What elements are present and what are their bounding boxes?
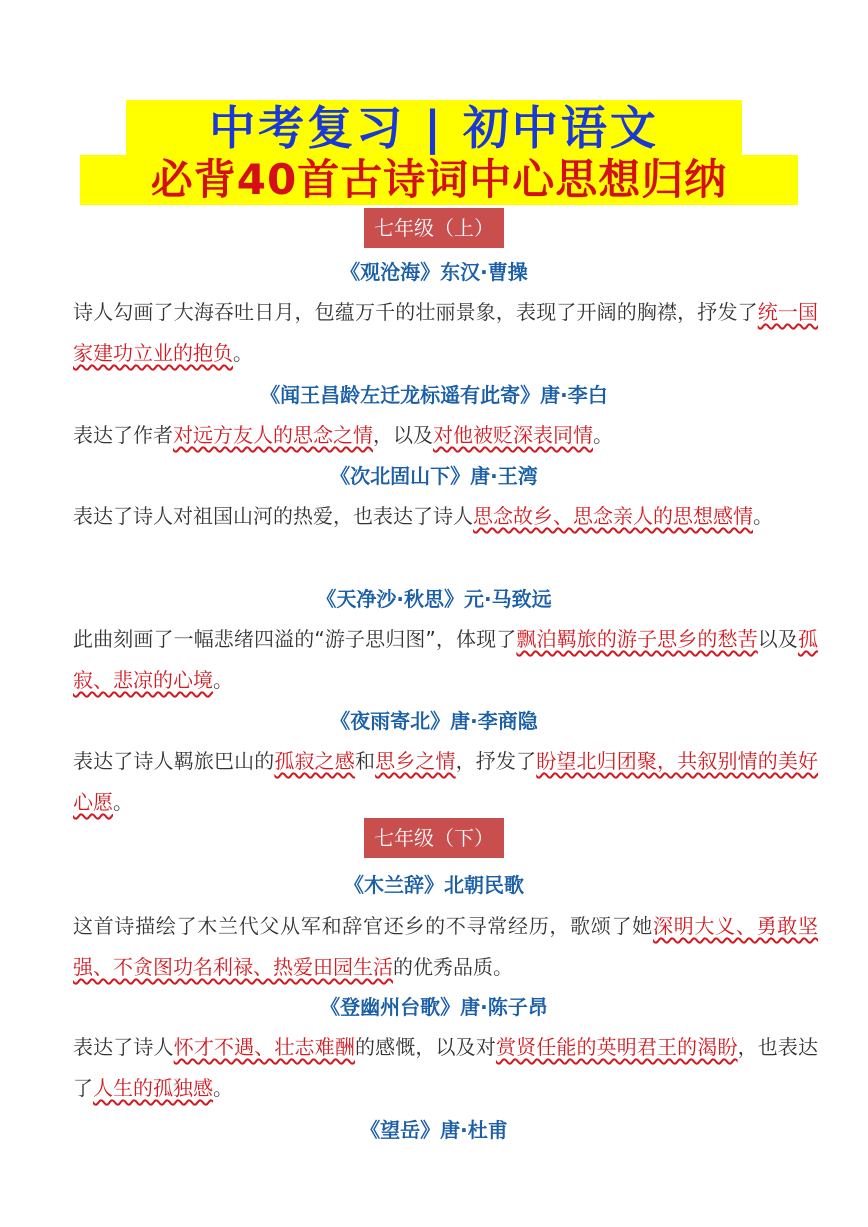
poem-title: 《夜雨寄北》唐·李商隐	[330, 709, 538, 733]
poem-summary	[73, 1027, 818, 1109]
poem-title: 《闻王昌龄左迁龙标遥有此寄》唐·李白	[260, 383, 608, 407]
summary-text: 以及	[757, 627, 798, 651]
summary-text: 表达了诗人对祖国山河的热爱，也表达了诗人	[73, 504, 473, 528]
grade-badge-7b: 七年级（下）	[364, 818, 504, 858]
page-title-line2: 必背40首古诗词中心思想归纳	[80, 155, 798, 205]
poem-summary	[73, 292, 818, 374]
poem-title: 《登幽州台歌》唐·陈子昂	[320, 995, 548, 1019]
page-title-line1: 中考复习 | 初中语文	[126, 100, 742, 156]
poem-title: 《观沧海》东汉·曹操	[340, 260, 528, 284]
poem-title: 《天净沙·秋思》元·马致远	[316, 587, 552, 611]
highlight-text: 孤寂、悲凉的心境	[73, 627, 818, 692]
summary-text: 。	[113, 790, 133, 814]
highlight-text: 孤寂之感	[274, 749, 355, 773]
summary-text: 表达了诗人羁旅巴山的	[73, 749, 275, 773]
highlight-text: 人生的孤独感	[93, 1076, 213, 1100]
summary-text: 表达了作者	[73, 423, 173, 447]
highlight-text: 对远方友人的思念之情	[173, 423, 373, 447]
poem-title: 《望岳》唐·杜甫	[360, 1118, 508, 1142]
highlight-text: 思念故乡、思念亲人的思想感情	[473, 504, 753, 528]
poem-summary	[73, 496, 818, 537]
summary-text: 。	[213, 1076, 233, 1100]
highlight-text: 赏贤任能的英明君王的渴盼	[495, 1035, 738, 1059]
poem-title: 《木兰辞》北朝民歌	[344, 873, 524, 897]
poem-summary	[73, 415, 818, 456]
poem-title: 《次北固山下》唐·王湾	[330, 464, 538, 488]
summary-text: ，抒发了	[455, 749, 537, 773]
summary-text: 的感慨，以及对	[354, 1035, 496, 1059]
poem-summary	[73, 619, 818, 701]
summary-text: 。	[753, 504, 773, 528]
highlight-text: 盼望北归团聚，共叙别情的美好心愿	[73, 749, 819, 814]
summary-text: 这首诗描绘了木兰代父从军和辞官还乡的不寻常经历，歌颂了她	[73, 914, 653, 938]
poem-summary	[73, 741, 818, 823]
summary-text: 。	[233, 341, 253, 365]
highlight-text: 思乡之情	[375, 749, 456, 773]
summary-text: 表达了诗人	[73, 1035, 174, 1059]
highlight-text: 深明大义、勇敢坚强、不贪图功名利禄、热爱田园生活	[73, 914, 819, 979]
highlight-text: 飘泊羁旅的游子思乡的愁苦	[516, 627, 758, 651]
summary-text: 的优秀品质。	[393, 955, 513, 979]
summary-text: 此曲刻画了一幅悲绪四溢的“游子思归图”，体现了	[73, 627, 517, 651]
summary-text: 诗人勾画了大海吞吐日月，包蕴万千的壮丽景象，表现了开阔的胸襟，抒发了	[73, 300, 758, 324]
summary-text: ，也表达了	[73, 1035, 819, 1100]
summary-text: 和	[354, 749, 376, 773]
highlight-text: 统一国家建功立业的抱负	[73, 300, 819, 365]
poem-summary	[73, 906, 818, 988]
grade-badge-7a: 七年级（上）	[364, 208, 504, 248]
summary-text: 。	[213, 668, 233, 692]
highlight-text: 对他被贬深表同情	[433, 423, 593, 447]
summary-text: ，以及	[373, 423, 433, 447]
summary-text: 。	[593, 423, 613, 447]
highlight-text: 怀才不遇、壮志难酬	[173, 1035, 355, 1059]
